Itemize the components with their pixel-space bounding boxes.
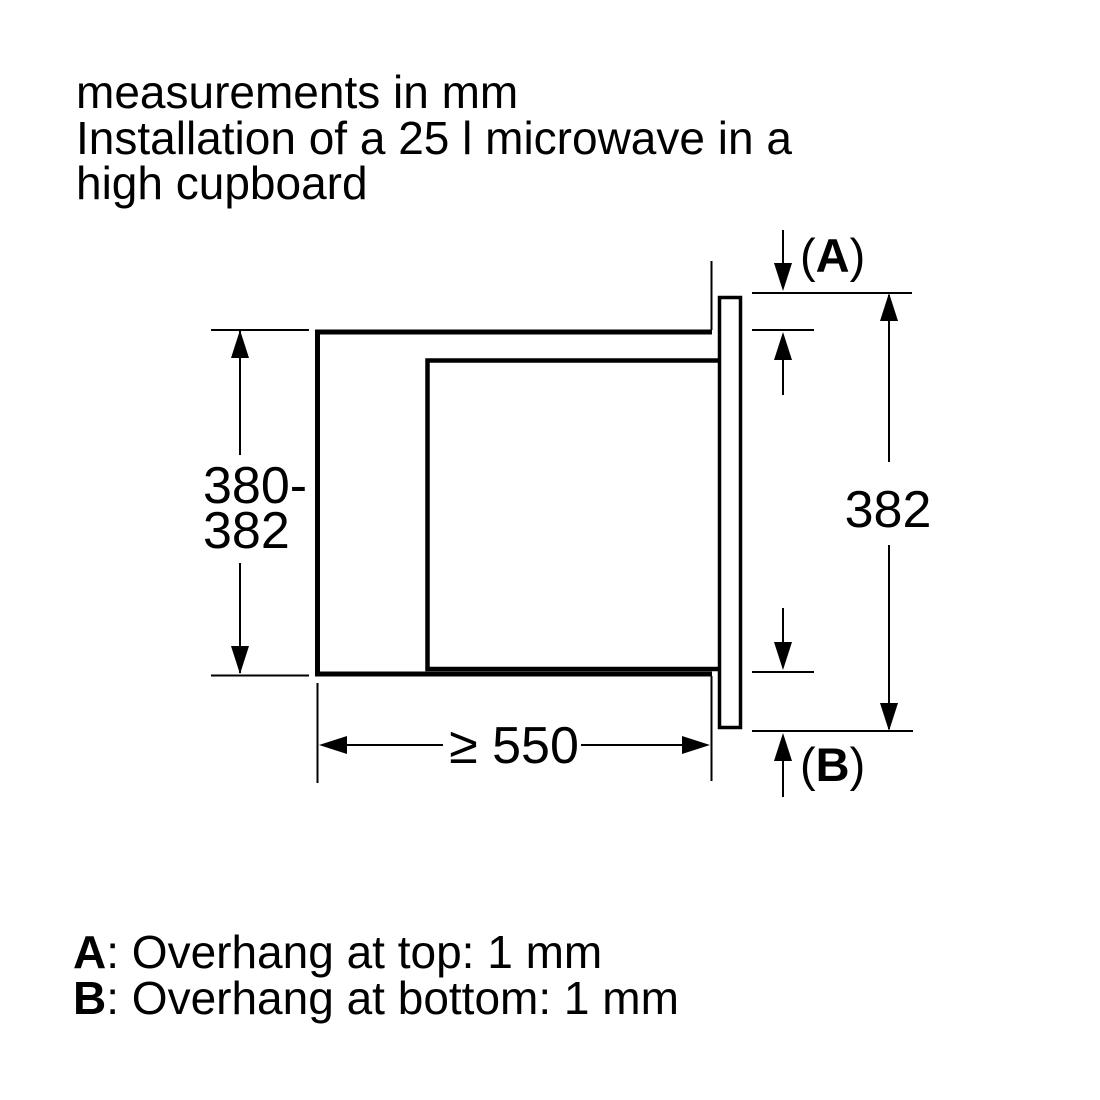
front-height-arrow-up <box>880 293 898 321</box>
niche-height-arrow-up <box>231 330 249 358</box>
legend-item-b <box>73 971 679 1024</box>
legend-text-a: : Overhang at top: 1 mm <box>106 926 603 978</box>
measurements-note: measurements in mm <box>76 66 519 118</box>
front-height-label: 382 <box>844 481 932 539</box>
niche-height-arrow-down <box>231 646 249 674</box>
legend-text-b: : Overhang at bottom: 1 mm <box>106 971 679 1024</box>
cupboard-outline <box>318 332 713 674</box>
front-frame-plate <box>720 298 741 728</box>
niche-depth-arrow-right <box>682 736 710 754</box>
niche-height-label-line2: 382 <box>203 502 290 560</box>
overhang-a-arrow-upper-head <box>774 263 792 291</box>
legend-block <box>73 926 679 1024</box>
title-line-2: high cupboard <box>76 157 368 209</box>
microwave-body-outline <box>428 361 722 670</box>
niche-height-label-line1: 380- <box>203 457 308 515</box>
legend-item-a <box>73 926 679 978</box>
front-height-arrow-down <box>880 703 898 731</box>
title-line-1: Installation of a 25 l microwave in a <box>76 111 792 164</box>
niche-depth-label: ≥ 550 <box>449 717 579 775</box>
legend-key-a: A <box>73 926 107 978</box>
legend-key-b: B <box>73 971 107 1024</box>
overhang-b-arrow-upper-head <box>774 642 792 670</box>
overhang-a-label: (A) <box>800 229 866 282</box>
overhang-b-label: (B) <box>800 738 866 791</box>
